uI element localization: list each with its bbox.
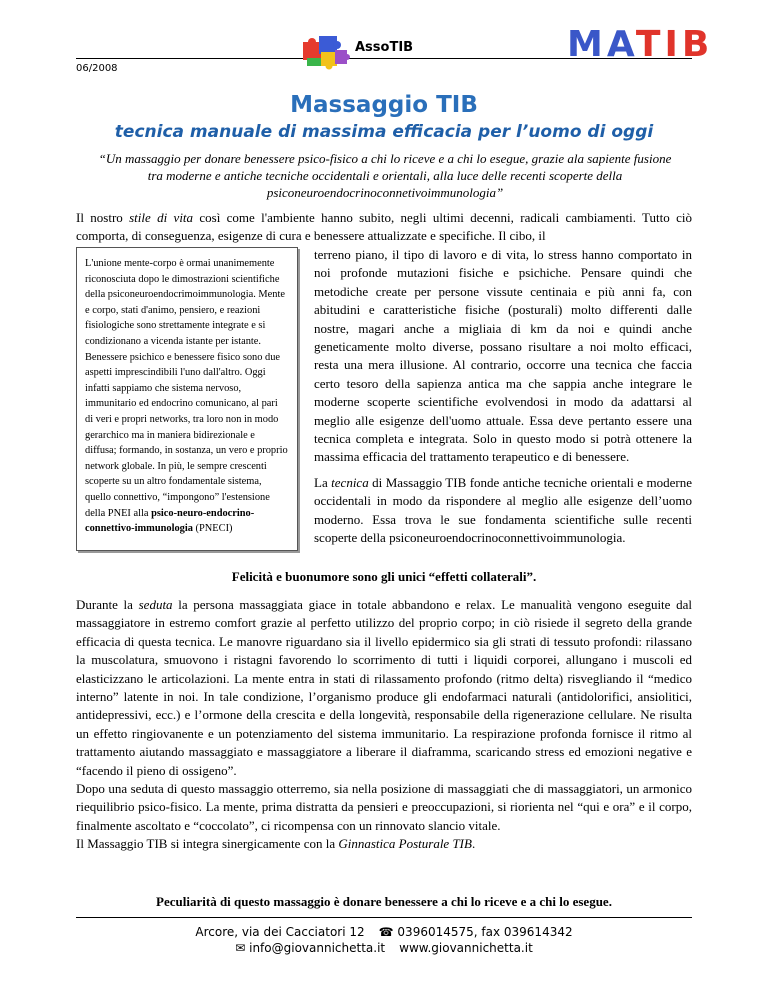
footer-website-link[interactable]: www.giovannichetta.it <box>399 941 533 955</box>
final-bold: Peculiarità di questo massaggio è donare benessere a chi lo riceve e a chi lo esegue <box>156 894 609 909</box>
final-end: . <box>608 894 612 909</box>
matib-logo-part1: MA <box>567 24 636 65</box>
intro-paragraph <box>76 209 692 246</box>
page-title: Massaggio TIB <box>290 92 478 118</box>
footer-line-1 <box>0 924 768 940</box>
main-p3-emphasis: Ginnastica Posturale TIB <box>338 836 472 852</box>
footer <box>0 924 768 956</box>
final-statement <box>0 894 768 910</box>
phone-icon: ☎ <box>378 925 394 939</box>
right-column-paragraph-2 <box>314 474 692 548</box>
main-body <box>76 596 692 854</box>
intro-quote: “Un massaggio per donare benessere psico-fisico a chi lo riceve e a chi lo esegue, grazie ala sapiente fusione tra moderne e antiche tecniche occidentali e orientali, alla luce delle recenti scoperte della psiconeuroendocrinoconnetivoimmunologia” <box>98 151 672 200</box>
right-column-paragraph-1: terreno piano, il tipo di lavoro e di vita, lo stress hanno comportato in noi profonde mutazioni fisiche e psichiche. Pensare quindi che metodiche create per persone vissute centinaia e più anni fa, con abitudini e caratteristiche fisiche (posturali) molto differenti dalle nostre, magari anche a migliaia di km da noi e quindi anche geneticamente molto diverse, possano risultare a noi molto efficaci, resta una mera illusione. Al contrario, occorre una tecnica che faccia certo tesoro della sapienza antica ma che sappia anche integrare le moderne scoperte scientifiche evolvendosi in modo da adattarsi al meglio alle esigenze dell'uomo attuale. Essa deve pertanto essere una tecnica completa e integrata. Solo in questo modo si potrà ottenere la massima efficacia del trattamento terapeutico e di benessere. <box>314 247 692 465</box>
felicita-statement: Felicità e buonumore sono gli unici “effetti collaterali”. <box>231 569 537 584</box>
intro-emphasis: stile di vita <box>129 210 194 225</box>
footer-email-link[interactable]: info@giovannichetta.it <box>249 941 386 955</box>
footer-address: Arcore, via dei Cacciatori 12 <box>195 925 365 939</box>
main-paragraph-2: Dopo una seduta di questo massaggio otterremo, sia nella posizione di massaggiati che di massaggiatori, un armonico riequilibrio psico-fisico. La mente, prima distratta da pensieri e preoccupazioni, si riorienta nel “qui e ora” e il corpo, finalmente ascoltato e “coccolato”, ci ricompensa con un rinnovato slancio vitale. <box>76 781 692 833</box>
intro-text-1: Il nostro <box>76 210 130 225</box>
page-subtitle: tecnica manuale di massima efficacia per l’uomo di oggi <box>114 122 654 142</box>
pneci-sidebox <box>76 247 298 551</box>
matib-logo-part2: TIB <box>635 24 714 65</box>
main-p1-rest: la persona massaggiata giace in totale abbandono e relax. Le manualità vengono eseguite dal massaggiatore in estremo comfort grazie al perfetto utilizzo del proprio corpo; in ciò risiede il segreto della grande efficacia di questa tecnica. Le manovre riguardano sia il livello epidermico sia gli strati di tessuto profondi: rilassano la muscolatura, smuovono i ristagni favorendo lo scorrimento di tutti i liquidi corporei, allungano i muscoli ed elasticizzano le articolazioni. La mente entra in stati di rilassamento profondo (ritmo delta) risvegliando il “medico interno” latente in noi. In tale condizione, l’organismo produce gli endofarmaci naturali (antidolorifici, ansiolitici, antidepressivi, ecc.) e l’ormone della crescita e della longevità, responsabile della rigenerazione cellulare. Ne risulta un effetto ringiovanente e un potenziamento del sistema immunitario. La respirazione profonda fornisce il ritmo al trattamento aiutando massaggiato e massaggiatore a liberare il diaframma, scaricando stress ed emozioni negative e “facendo il pieno di ossigeno”. <box>76 597 692 778</box>
main-p3-end: . <box>471 836 476 852</box>
main-p3-pre: Il Massaggio TIB si integra sinergicamente con la <box>76 836 339 852</box>
sidebox-text: L'unione mente-corpo è ormai unanimemente riconosciuta dopo le dimostrazioni scientifiche della psiconeuroendocrimoimmunologia. Mente e corpo, stati d'animo, pensiero, e reazioni fisiologiche sono strettamente integrate e si condizionano a vicenda istante per istante. Benessere psichico e benessere fisico sono due aspetti imprescindibili l'uno dall'altro. Oggi infatti sappiamo che sistema nervoso, immunitario ed endocrino comunicano, al pari di veri e propri networks, tra loro non in modo gerarchico ma in maniera bidirezionale e diffusa; formando, in sostanza, un vero e proprio network globale. In più, le sempre crescenti scoperte su un altro fondamentale sistema, quello connettivo, “impongono” l'estensione della PNEI alla <box>85 258 288 519</box>
sidebox-end: (PNECI) <box>192 523 233 535</box>
intro-text-2: così come l'ambiente hanno subito, negli ultimi decenni, radicali cambiamenti. Tutto ciò comporta, di conseguenza, esigenze di cura e benessere attualizzate e specifiche. Il cibo, il <box>76 210 692 244</box>
main-paragraph-3 <box>76 835 692 853</box>
main-p1-emphasis: seduta <box>138 597 173 612</box>
document-date: 06/2008 <box>76 63 118 74</box>
sidebox-bold: psico-neuro-endocrino-connettivo-immunologia <box>85 507 255 535</box>
main-p1-pre: Durante la <box>76 597 139 612</box>
footer-line-2 <box>0 940 768 956</box>
assotib-puzzle-logo <box>297 28 355 70</box>
matib-logo <box>567 24 713 65</box>
assotib-logo-text: AssoTIB <box>355 40 414 55</box>
right-p2-emphasis: tecnica <box>331 475 369 490</box>
main-paragraph-1 <box>76 596 692 780</box>
footer-rule <box>76 917 692 918</box>
mail-icon: ✉ <box>235 941 246 955</box>
footer-phone: 0396014575, fax 039614342 <box>397 925 573 939</box>
right-p2-pre: La <box>314 475 332 490</box>
right-p2-rest: di Massaggio TIB fonde antiche tecniche orientali e moderne occidentali in modo da rispondere al meglio alle esigenze dell’uomo moderno. Essa trova le sue fondamenta scientifiche sulle recenti scoperte della psiconeuroendocrinoconnettivoimmunologia. <box>314 475 692 546</box>
